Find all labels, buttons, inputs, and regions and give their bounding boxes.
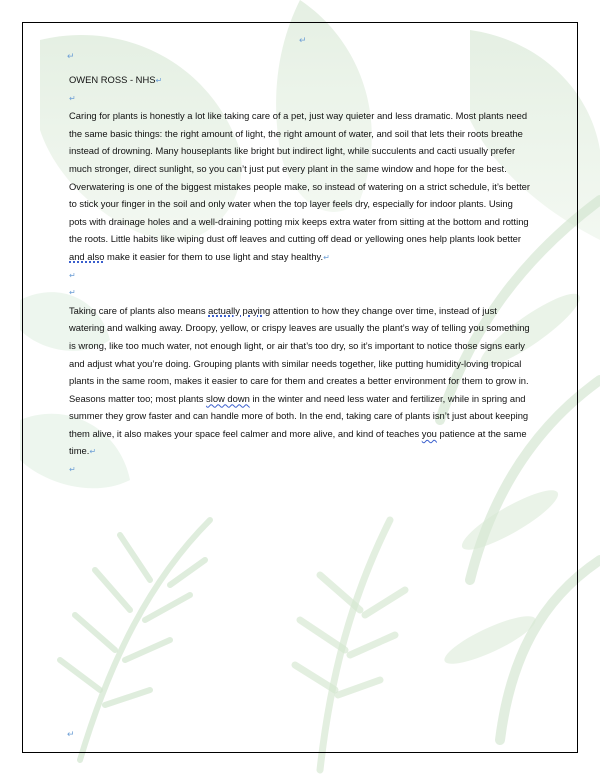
paragraph-text: Taking care of plants also means <box>69 304 209 316</box>
paragraph-text-end: patience at the same time. <box>69 427 527 457</box>
paragraph-text-end: make it easier for them to use light and stay healthy. <box>104 250 324 262</box>
top-paragraph-mark: ↵ <box>67 51 75 61</box>
paragraph-plant-basics <box>69 107 531 266</box>
header-paragraph-mark: ↵ <box>299 35 307 45</box>
paragraph-text: attention to how they change over time, instead of just watering and walking away. Droopy, yellow, or crispy leaves are usually the plant’s way of telling you something is wrong, like too much water, not enough light, or air that’s too dry, so it’s important to notice those signs early and adjust what you’re doing. Grouping plants with similar needs together, like putting humidity-loving tropical plants in the same room, makes it easier to care for them and creates a better environment for them to grow in. Seasons matter too; most plants <box>69 304 530 404</box>
paragraph-mark: ↵ <box>323 252 330 262</box>
empty-paragraph-mark: ↵ <box>69 270 76 280</box>
paragraph-text: in the winter and need less water and fertilizer, while in spring and summer they grow faster and can handle more of both. In the end, taking care of plants isn’t just about keeping them alive, it also makes your space feel calmer and more alive, and kind of teaches <box>69 392 529 439</box>
document-body[interactable] <box>69 71 531 479</box>
grammar-flag-and-also[interactable]: and also <box>69 250 105 262</box>
empty-paragraph-mark: ↵ <box>69 465 76 475</box>
paragraph-mark: ↵ <box>89 447 97 457</box>
empty-paragraph-mark: ↵ <box>69 288 76 298</box>
grammar-flag-you[interactable]: you <box>421 427 437 439</box>
paragraph-plant-attention <box>69 302 531 461</box>
paragraph-mark: ↵ <box>155 76 163 85</box>
grammar-flag-slow-down[interactable]: slow down <box>206 392 250 404</box>
footer-paragraph-mark: ↵ <box>67 729 75 739</box>
empty-paragraph-mark: ↵ <box>69 93 76 103</box>
author-line <box>69 71 531 90</box>
paragraph-text: Caring for plants is honestly a lot like taking care of a pet, just way quieter and less dramatic. Most plants need the same basic things: the right amount of light, the right amount of water, and soil that lets their roots breathe instead of drowning. Many houseplants like bright but indirect light, while succulents and cacti usually prefer much stronger, direct sunlight, so you can’t just put every plant in the same window and hope for the best. Overwatering is one of the biggest mistakes people make, so instead of watering on a strict schedule, it’s better to stick your finger in the soil and only water when the top layer feels dry, especially for indoor plants. Using pots with drainage holes and a well-draining potting mix keeps extra water from sitting at the bottom and rotting the roots. Little habits like wiping dust off leaves and cutting off dead or yellowing ones help plants look better <box>69 110 531 245</box>
grammar-flag-actually-paying[interactable]: actually paying <box>208 304 271 316</box>
author-name: OWEN ROSS - NHS <box>69 74 156 85</box>
